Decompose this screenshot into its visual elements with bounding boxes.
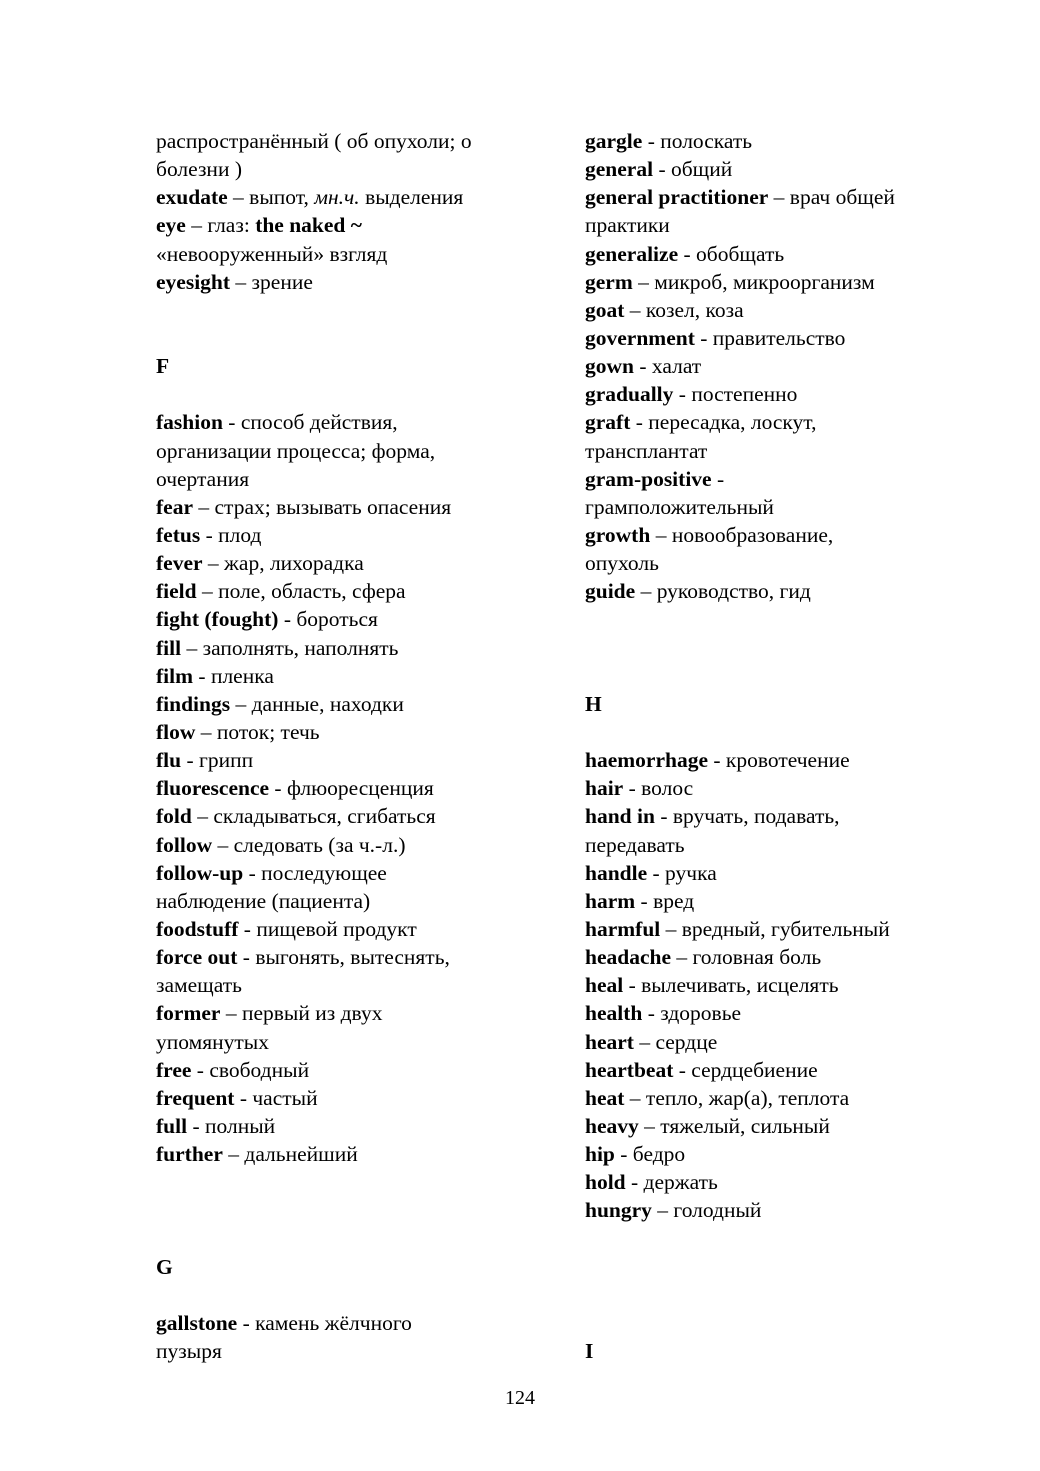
grammar-note: мн.ч.	[314, 185, 360, 210]
headword: graft	[585, 410, 631, 435]
headword: F	[156, 354, 170, 379]
translation: – вредный, губительный	[660, 916, 890, 941]
dictionary-line	[585, 577, 1005, 605]
headword: heart	[585, 1029, 634, 1054]
translation: - волос	[623, 776, 694, 801]
translation: - пищевой продукт	[238, 916, 417, 941]
headword: gradually	[585, 382, 674, 407]
headword: free	[156, 1057, 192, 1082]
dictionary-line	[585, 887, 1005, 915]
dictionary-line	[585, 268, 1005, 296]
headword: handle	[585, 860, 648, 885]
headword: gallstone	[156, 1310, 238, 1335]
headword: heat	[585, 1085, 625, 1110]
translation: - держать	[625, 1170, 718, 1195]
translation: – дальнейший	[222, 1142, 358, 1167]
dictionary-line	[156, 183, 556, 211]
translation: выделения	[359, 185, 464, 210]
translation: - флюоресценция	[269, 776, 434, 801]
translation: – следовать (за ч.-л.)	[212, 832, 406, 857]
dictionary-line	[156, 887, 556, 915]
headword: the naked ~	[255, 213, 362, 238]
translation: замещать	[156, 973, 242, 998]
translation: - вылечивать, исцелять	[623, 973, 839, 998]
dictionary-line	[585, 746, 1005, 774]
headword: follow	[156, 832, 213, 857]
translation: - частый	[234, 1085, 318, 1110]
headword: fever	[156, 551, 203, 576]
translation: - правительство	[694, 325, 846, 350]
dictionary-line	[156, 1056, 556, 1084]
headword: fear	[156, 494, 193, 519]
headword: headache	[585, 945, 671, 970]
headword: exudate	[156, 185, 228, 210]
dictionary-line	[156, 155, 556, 183]
translation: – тяжелый, сильный	[638, 1113, 830, 1138]
dictionary-line	[585, 437, 1005, 465]
headword: fluorescence	[156, 776, 270, 801]
headword: eyesight	[156, 269, 231, 294]
translation: – новообразование,	[650, 522, 834, 547]
translation: - сердцебиение	[673, 1057, 818, 1082]
translation: - последующее	[243, 860, 387, 885]
translation: – складываться, сгибаться	[191, 804, 436, 829]
headword: full	[156, 1113, 188, 1138]
translation: - пересадка, лоскут,	[630, 410, 817, 435]
dictionary-line	[156, 1337, 556, 1365]
headword: fight (fought)	[156, 607, 279, 632]
headword: G	[156, 1254, 173, 1279]
dictionary-line	[585, 999, 1005, 1027]
blank-line	[156, 1224, 556, 1252]
dictionary-line	[585, 802, 1005, 830]
translation: - полный	[187, 1113, 276, 1138]
translation: – козел, коза	[624, 297, 744, 322]
section-letter	[585, 690, 1005, 718]
headword: haemorrhage	[585, 748, 708, 773]
blank-line	[156, 1168, 556, 1196]
dictionary-line	[585, 1056, 1005, 1084]
blank-line	[156, 380, 556, 408]
translation: – зрение	[230, 269, 313, 294]
dictionary-line	[156, 240, 556, 268]
dictionary-line	[585, 324, 1005, 352]
translation: - бедро	[614, 1142, 686, 1167]
translation: - постепенно	[673, 382, 798, 407]
headword: fill	[156, 635, 182, 660]
section-letter	[585, 1337, 1005, 1365]
translation: организации процесса; форма,	[156, 438, 436, 463]
translation: – глаз:	[185, 213, 256, 238]
blank-line	[585, 1224, 1005, 1252]
dictionary-line	[585, 380, 1005, 408]
translation: -	[711, 466, 725, 491]
translation: – страх; вызывать опасения	[193, 494, 452, 519]
headword: force out	[156, 945, 238, 970]
dictionary-line	[585, 1084, 1005, 1112]
translation: – сердце	[633, 1029, 718, 1054]
headword: government	[585, 325, 695, 350]
dictionary-line	[156, 521, 556, 549]
headword: harm	[585, 888, 636, 913]
headword: field	[156, 579, 197, 604]
dictionary-line	[585, 408, 1005, 436]
translation: - халат	[633, 354, 702, 379]
dictionary-line	[585, 549, 1005, 577]
translation: - кровотечение	[708, 748, 850, 773]
dictionary-line	[156, 774, 556, 802]
blank-line	[156, 1281, 556, 1309]
dictionary-line	[156, 1140, 556, 1168]
translation: «невооруженный» взгляд	[156, 241, 388, 266]
section-letter	[156, 1253, 556, 1281]
translation: – поле, область, сфера	[196, 579, 406, 604]
dictionary-line	[585, 465, 1005, 493]
headword: fold	[156, 804, 192, 829]
dictionary-line	[585, 1140, 1005, 1168]
dictionary-line	[585, 521, 1005, 549]
dictionary-line	[585, 1168, 1005, 1196]
dictionary-line	[156, 493, 556, 521]
blank-line	[585, 1281, 1005, 1309]
translation: – первый из двух	[220, 1001, 383, 1026]
headword: gargle	[585, 129, 643, 153]
dictionary-line	[156, 690, 556, 718]
headword: guide	[585, 579, 636, 604]
dictionary-line	[585, 155, 1005, 183]
headword: health	[585, 1001, 643, 1026]
dictionary-line	[156, 465, 556, 493]
headword: hand in	[585, 804, 655, 829]
blank-line	[585, 634, 1005, 662]
dictionary-line	[585, 971, 1005, 999]
dictionary-line	[585, 352, 1005, 380]
headword: hungry	[585, 1198, 652, 1223]
headword: gram-positive	[585, 466, 712, 491]
translation: – голодный	[651, 1198, 762, 1223]
translation: – врач общей	[768, 185, 895, 210]
translation: - ручка	[647, 860, 717, 885]
translation: – тепло, жар(а), теплота	[624, 1085, 850, 1110]
headword: general practitioner	[585, 185, 769, 210]
left-column	[156, 127, 556, 1365]
headword: hip	[585, 1142, 615, 1167]
dictionary-line	[156, 634, 556, 662]
translation: - обобщать	[678, 241, 785, 266]
blank-line	[156, 324, 556, 352]
dictionary-line	[585, 915, 1005, 943]
translation: - полоскать	[642, 129, 753, 153]
dictionary-line	[585, 211, 1005, 239]
headword: hair	[585, 776, 624, 801]
dictionary-line	[156, 577, 556, 605]
dictionary-line	[156, 943, 556, 971]
headword: fashion	[156, 410, 223, 435]
headword: heartbeat	[585, 1057, 674, 1082]
right-column	[585, 127, 1005, 1365]
translation: пузыря	[156, 1339, 222, 1364]
dictionary-line	[156, 1028, 556, 1056]
headword: flow	[156, 719, 196, 744]
blank-line	[585, 1253, 1005, 1281]
dictionary-line	[156, 549, 556, 577]
dictionary-line	[156, 662, 556, 690]
headword: film	[156, 663, 194, 688]
translation: опухоль	[585, 551, 659, 576]
headword: general	[585, 157, 654, 182]
dictionary-line	[156, 746, 556, 774]
headword: growth	[585, 522, 651, 547]
blank-line	[156, 1196, 556, 1224]
translation: – данные, находки	[230, 691, 404, 716]
dictionary-line	[156, 1112, 556, 1140]
headword: further	[156, 1142, 223, 1167]
translation: - здоровье	[642, 1001, 742, 1026]
translation: - пленка	[193, 663, 274, 688]
translation: – микроб, микроорганизм	[632, 269, 875, 294]
translation: – руководство, гид	[635, 579, 811, 604]
headword: findings	[156, 691, 231, 716]
translation: – жар, лихорадка	[202, 551, 364, 576]
dictionary-line	[585, 1196, 1005, 1224]
translation: - бороться	[278, 607, 378, 632]
translation: - свободный	[191, 1057, 310, 1082]
translation: - вред	[635, 888, 695, 913]
translation: – заполнять, наполнять	[181, 635, 399, 660]
translation: - способ действия,	[222, 410, 398, 435]
translation: наблюдение (пациента)	[156, 888, 371, 913]
translation: - плод	[200, 522, 262, 547]
headword: goat	[585, 297, 625, 322]
headword: I	[585, 1339, 594, 1364]
dictionary-line	[156, 999, 556, 1027]
dictionary-line	[156, 408, 556, 436]
dictionary-line	[585, 296, 1005, 324]
dictionary-line	[156, 915, 556, 943]
dictionary-line	[585, 240, 1005, 268]
headword: eye	[156, 213, 186, 238]
dictionary-line	[585, 493, 1005, 521]
headword: harmful	[585, 916, 661, 941]
dictionary-line	[156, 1309, 556, 1337]
translation: – поток; течь	[195, 719, 320, 744]
translation: передавать	[585, 832, 685, 857]
dictionary-line	[156, 605, 556, 633]
translation: болезни )	[156, 157, 242, 182]
headword: H	[585, 691, 602, 716]
dictionary-line	[585, 1028, 1005, 1056]
translation: очертания	[156, 466, 250, 491]
dictionary-line	[585, 943, 1005, 971]
headword: generalize	[585, 241, 679, 266]
dictionary-line	[156, 437, 556, 465]
headword: gown	[585, 354, 634, 379]
translation: практики	[585, 213, 670, 238]
headword: heal	[585, 973, 624, 998]
blank-line	[585, 662, 1005, 690]
headword: hold	[585, 1170, 626, 1195]
dictionary-line	[585, 127, 1005, 155]
headword: fetus	[156, 522, 201, 547]
dictionary-line	[156, 127, 556, 155]
dictionary-line	[156, 802, 556, 830]
dictionary-line	[156, 831, 556, 859]
dictionary-line	[585, 183, 1005, 211]
dictionary-line	[156, 1084, 556, 1112]
translation: распространённый ( об опухоли; о	[156, 129, 472, 153]
translation: – выпот,	[227, 185, 315, 210]
dictionary-line	[585, 831, 1005, 859]
blank-line	[585, 605, 1005, 633]
blank-line	[585, 1309, 1005, 1337]
translation: трансплантат	[585, 438, 708, 463]
translation: упомянутых	[156, 1029, 269, 1054]
headword: frequent	[156, 1085, 235, 1110]
translation: - выгонять, вытеснять,	[237, 945, 450, 970]
translation: - вручать, подавать,	[654, 804, 840, 829]
blank-line	[585, 718, 1005, 746]
dictionary-line	[156, 211, 556, 239]
headword: former	[156, 1001, 221, 1026]
translation: - грипп	[181, 748, 254, 773]
headword: follow-up	[156, 860, 244, 885]
translation: - камень жёлчного	[237, 1310, 412, 1335]
dictionary-line	[156, 268, 556, 296]
dictionary-line	[156, 971, 556, 999]
headword: heavy	[585, 1113, 639, 1138]
page-number: 124	[505, 1387, 535, 1409]
dictionary-line	[585, 774, 1005, 802]
translation: – головная боль	[671, 945, 822, 970]
translation: грамположительный	[585, 494, 774, 519]
translation: - общий	[653, 157, 733, 182]
headword: foodstuff	[156, 916, 239, 941]
headword: flu	[156, 748, 182, 773]
dictionary-line	[585, 859, 1005, 887]
dictionary-line	[585, 1112, 1005, 1140]
headword: germ	[585, 269, 633, 294]
section-letter	[156, 352, 556, 380]
blank-line	[156, 296, 556, 324]
dictionary-line	[156, 859, 556, 887]
dictionary-line	[156, 718, 556, 746]
